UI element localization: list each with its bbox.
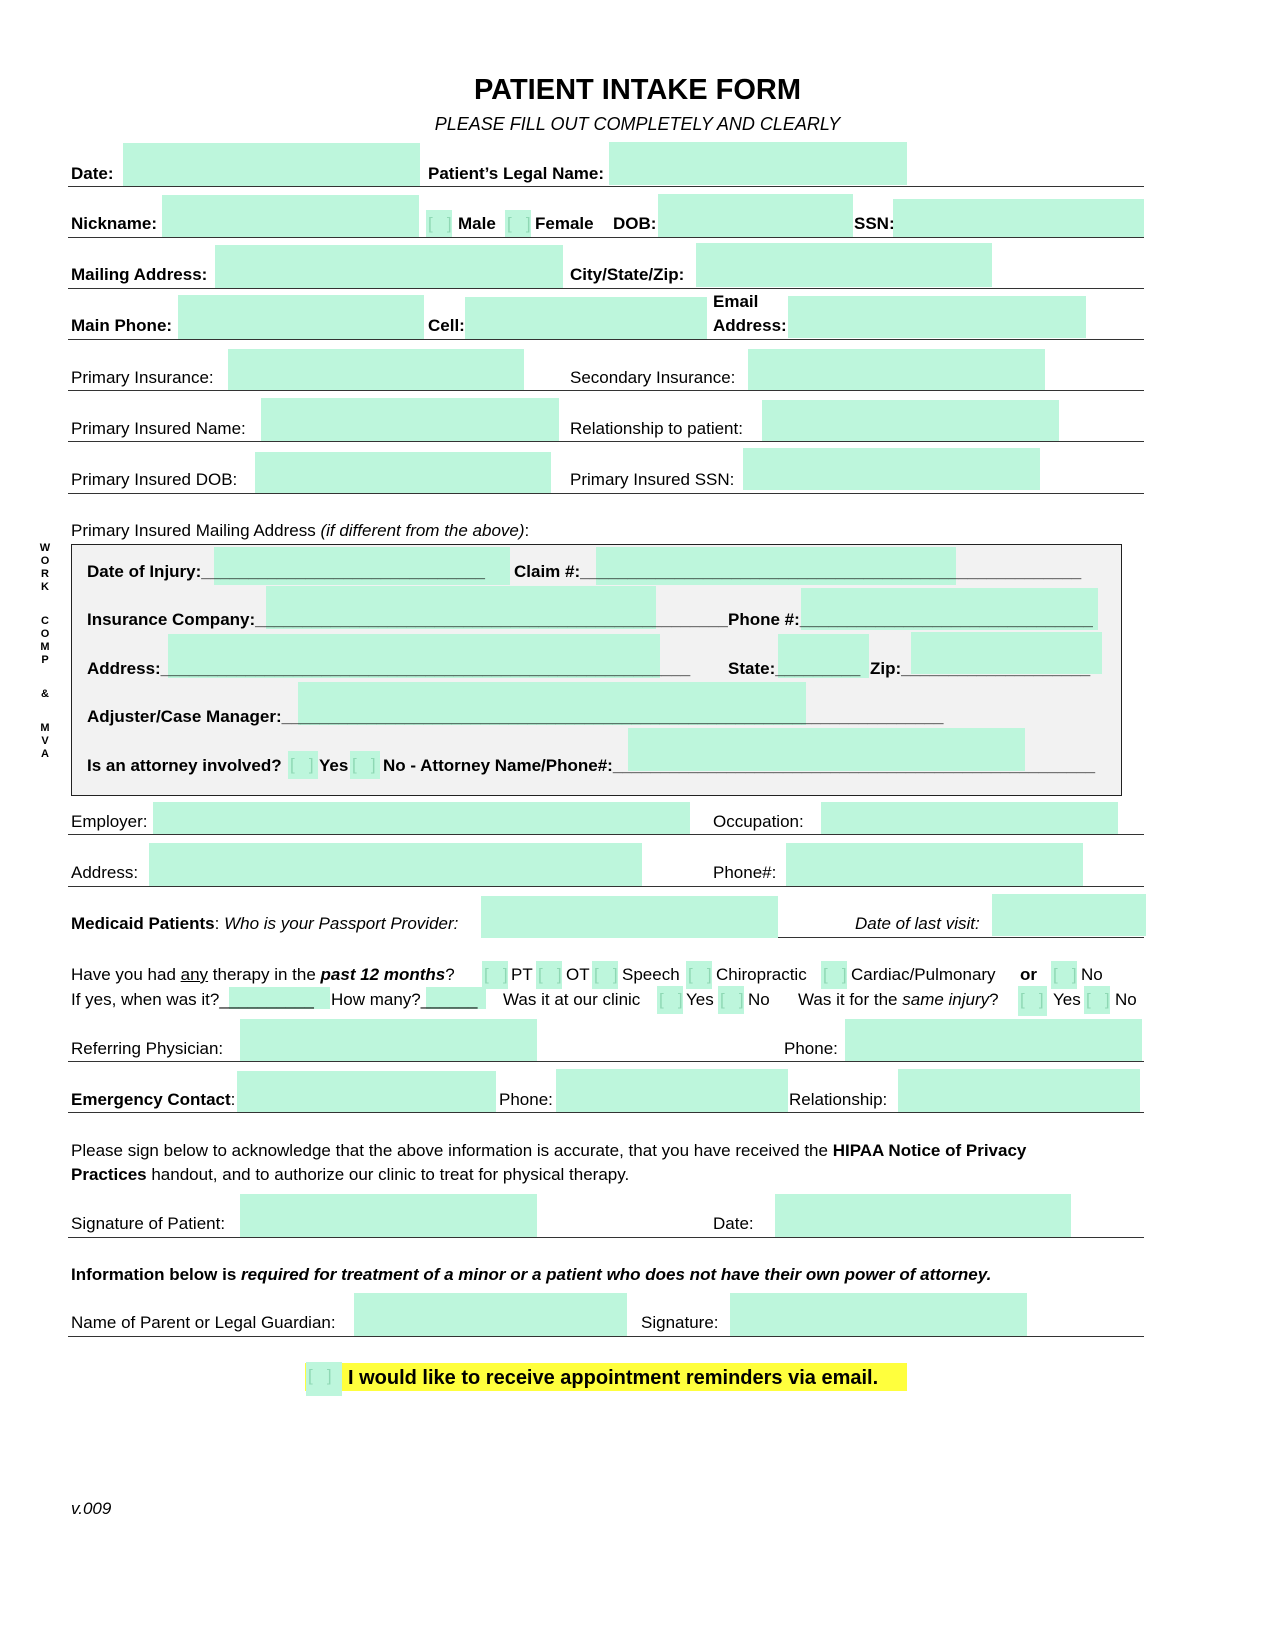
last-visit-field[interactable]: [992, 894, 1146, 936]
divider: [68, 390, 1144, 391]
zip-label: Zip:____________________: [870, 659, 1091, 678]
acknowledge-text-2: Practices handout, and to authorize our clinic to treat for physical therapy.: [71, 1165, 630, 1184]
divider: [68, 1061, 1144, 1062]
divider: [68, 834, 1144, 835]
city-state-zip-field[interactable]: [696, 243, 992, 287]
emergency-relationship-label: Relationship:: [789, 1090, 888, 1109]
speech-checkbox[interactable]: [592, 961, 618, 989]
divider: [778, 937, 1144, 938]
primary-insured-dob-label: Primary Insured DOB:: [71, 470, 238, 489]
primary-insured-ssn-label: Primary Insured SSN:: [570, 470, 735, 489]
our-clinic-yes-checkbox[interactable]: [657, 986, 683, 1014]
same-injury-no-checkbox[interactable]: [1084, 986, 1110, 1014]
therapy-how-many-label: How many?______: [331, 990, 478, 1009]
secondary-insurance-field[interactable]: [748, 349, 1045, 391]
therapy-when-label: If yes, when was it?__________: [71, 990, 314, 1009]
emergency-phone-field[interactable]: [556, 1069, 788, 1113]
main-phone-field[interactable]: [178, 295, 424, 339]
speech-label: Speech: [622, 965, 680, 984]
dob-label: DOB:: [613, 214, 657, 233]
cardiac-label: Cardiac/Pulmonary: [851, 965, 996, 984]
ot-label: OT: [566, 965, 590, 984]
guardian-signature-field[interactable]: [730, 1293, 1027, 1336]
occupation-label: Occupation:: [713, 812, 804, 831]
no-therapy-checkbox[interactable]: [1051, 961, 1077, 989]
work-comp-side-label: W O R K C O M P & M V A: [39, 542, 51, 760]
patient-signature-field[interactable]: [240, 1194, 537, 1237]
primary-insured-name-field[interactable]: [261, 398, 559, 441]
legal-name-field[interactable]: [609, 142, 907, 185]
or-label: or: [1020, 965, 1037, 984]
main-phone-label: Main Phone:: [71, 316, 173, 335]
legal-name-label: Patient’s Legal Name:: [428, 164, 605, 183]
emergency-contact-label: Emergency Contact:: [71, 1090, 236, 1109]
email-reminder-checkbox[interactable]: [306, 1362, 342, 1396]
female-checkbox[interactable]: [505, 210, 531, 238]
same-injury-label: Was it for the same injury?: [798, 990, 999, 1009]
secondary-insurance-label: Secondary Insurance:: [570, 368, 736, 387]
cardiac-checkbox[interactable]: [821, 961, 847, 989]
divider: [68, 1336, 1144, 1337]
ssn-field[interactable]: [893, 199, 1144, 237]
guardian-name-field[interactable]: [354, 1293, 627, 1336]
referring-physician-field[interactable]: [240, 1019, 537, 1062]
primary-insurance-label: Primary Insurance:: [71, 368, 214, 387]
insurance-company-label: Insurance Company:__________________________________________________: [87, 610, 728, 629]
medicaid-label: Medicaid Patients: Who is your Passport Provider:: [71, 914, 459, 933]
email-label-2: Address:: [713, 316, 787, 335]
attorney-no-checkbox[interactable]: [350, 751, 380, 779]
chiro-checkbox[interactable]: [686, 961, 712, 989]
nickname-label: Nickname:: [71, 214, 157, 233]
emergency-phone-label: Phone:: [499, 1090, 553, 1109]
cell-label: Cell:: [428, 316, 465, 335]
mailing-address-field[interactable]: [215, 245, 563, 289]
acknowledge-text-1: Please sign below to acknowledge that the above information is accurate, that you have received the HIPAA Notice of Privacy: [71, 1141, 1027, 1160]
date-of-injury-label: Date of Injury:______________________________: [87, 562, 485, 581]
referring-physician-label: Referring Physician:: [71, 1039, 224, 1058]
dob-field[interactable]: [658, 194, 853, 238]
signature-date-label: Date:: [713, 1214, 754, 1233]
nickname-field[interactable]: [162, 195, 419, 238]
female-label: Female: [535, 214, 594, 233]
minor-note: Information below is required for treatment of a minor or a patient who does not have their own power of attorney.: [71, 1265, 992, 1284]
guardian-signature-label: Signature:: [641, 1313, 719, 1332]
divider: [68, 493, 1144, 494]
primary-insured-dob-field[interactable]: [255, 452, 551, 494]
divider: [68, 288, 1144, 289]
primary-insurance-field[interactable]: [228, 349, 524, 391]
attorney-yes-checkbox[interactable]: [288, 751, 318, 779]
divider: [68, 1112, 1144, 1113]
male-label: Male: [458, 214, 496, 233]
emergency-relationship-field[interactable]: [898, 1069, 1140, 1113]
male-checkbox[interactable]: [426, 210, 452, 238]
email-reminder-label: I would like to receive appointment reminders via email.: [348, 1367, 879, 1389]
employer-field[interactable]: [153, 802, 690, 835]
adjuster-label: Adjuster/Case Manager:______________________________________________________________________: [87, 707, 944, 726]
guardian-name-label: Name of Parent or Legal Guardian:: [71, 1313, 336, 1332]
claim-label: Claim #:_____________________________________________________: [514, 562, 1082, 581]
divider: [68, 441, 1144, 442]
ot-checkbox[interactable]: [536, 961, 562, 989]
same-injury-no-label: No: [1115, 990, 1137, 1009]
form-title: PATIENT INTAKE FORM: [473, 74, 802, 106]
date-field[interactable]: [123, 143, 420, 187]
pi-mailing-address-label: Primary Insured Mailing Address (if different from the above):: [71, 521, 530, 540]
no-therapy-label: No: [1081, 965, 1103, 984]
email-label: Email: [713, 292, 759, 311]
our-clinic-no-label: No: [748, 990, 770, 1009]
attorney-question: Is an attorney involved?: [87, 756, 282, 775]
relationship-label: Relationship to patient:: [570, 419, 743, 438]
employer-address-field[interactable]: [149, 843, 642, 886]
divider: [68, 886, 1144, 887]
date-label: Date:: [71, 164, 114, 183]
pt-checkbox[interactable]: [482, 961, 508, 989]
form-subtitle: PLEASE FILL OUT COMPLETELY AND CLEARLY: [434, 114, 841, 134]
divider: [68, 339, 1144, 340]
employer-phone-label: Phone#:: [713, 863, 777, 882]
employer-label: Employer:: [71, 812, 148, 831]
version-label: v.009: [71, 1499, 112, 1518]
physician-phone-field[interactable]: [845, 1019, 1142, 1062]
employer-phone-field[interactable]: [786, 843, 1083, 886]
attorney-no-label: No - Attorney Name/Phone#:___________________________________________________: [383, 756, 1096, 775]
our-clinic-no-checkbox[interactable]: [718, 986, 744, 1014]
relationship-field[interactable]: [762, 400, 1059, 442]
therapy-question: Have you had any therapy in the past 12 months?: [71, 965, 455, 984]
primary-insured-name-label: Primary Insured Name:: [71, 419, 246, 438]
city-state-zip-label: City/State/Zip:: [570, 265, 685, 284]
email-field[interactable]: [788, 296, 1086, 338]
signature-date-field[interactable]: [775, 1194, 1071, 1237]
wc-phone-label: Phone #:_______________________________: [728, 610, 1093, 629]
cell-field[interactable]: [465, 297, 707, 339]
our-clinic-yes-label: Yes: [686, 990, 714, 1009]
our-clinic-label: Was it at our clinic: [503, 990, 641, 1009]
state-label: State:_________: [728, 659, 861, 678]
mailing-address-label: Mailing Address:: [71, 265, 208, 284]
occupation-field[interactable]: [821, 802, 1118, 835]
passport-provider-field[interactable]: [481, 896, 778, 938]
emergency-contact-field[interactable]: [237, 1071, 496, 1113]
primary-insured-ssn-field[interactable]: [743, 448, 1040, 490]
divider: [68, 237, 1144, 238]
divider: [68, 1237, 1144, 1238]
divider: [68, 186, 1144, 187]
same-injury-yes-checkbox[interactable]: [1018, 986, 1047, 1016]
same-injury-yes-label: Yes: [1053, 990, 1081, 1009]
physician-phone-label: Phone:: [784, 1039, 838, 1058]
patient-signature-label: Signature of Patient:: [71, 1214, 226, 1233]
ssn-label: SSN:: [854, 214, 895, 233]
employer-address-label: Address:: [71, 863, 139, 882]
pt-label: PT: [511, 965, 533, 984]
chiro-label: Chiropractic: [716, 965, 807, 984]
attorney-yes-label: Yes: [319, 756, 349, 775]
last-visit-label: Date of last visit:: [855, 914, 980, 933]
wc-address-label: Address:________________________________________________________: [87, 659, 691, 678]
